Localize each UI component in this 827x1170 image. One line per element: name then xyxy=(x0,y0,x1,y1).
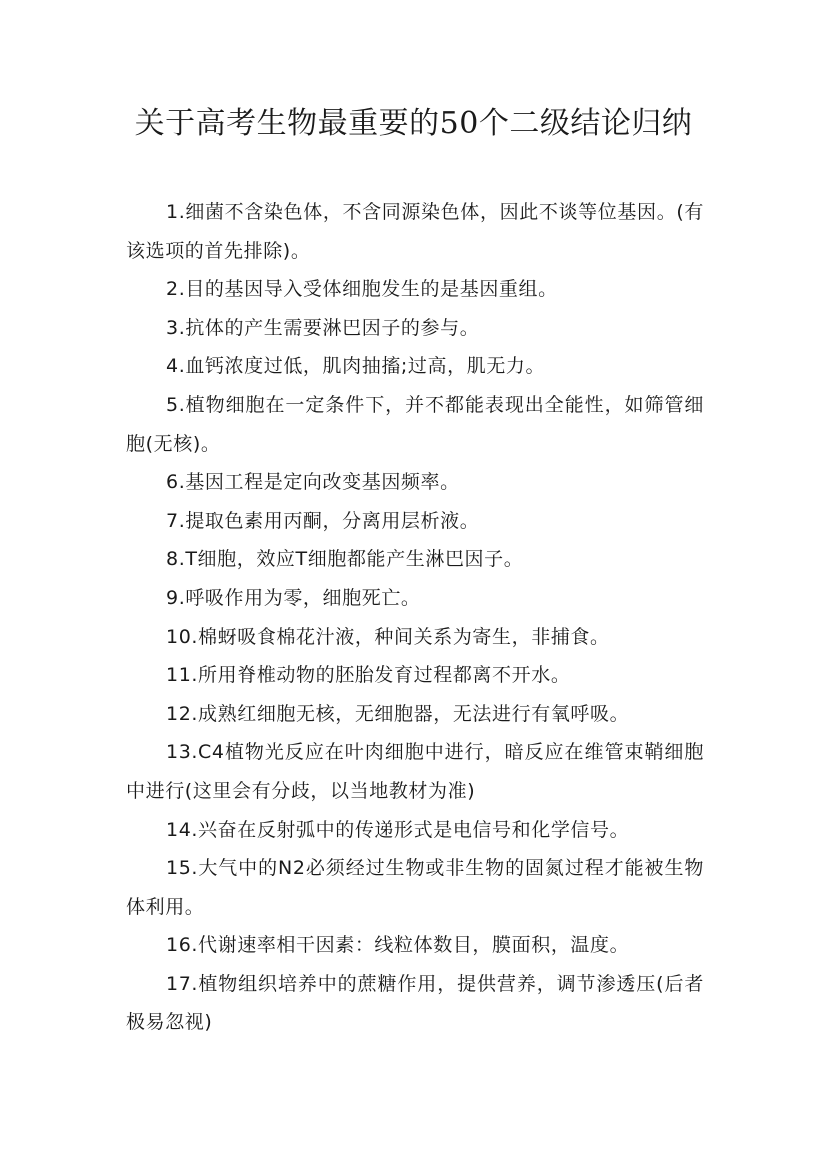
list-item: 9.呼吸作用为零，细胞死亡。 xyxy=(166,586,421,609)
list-item: 2.目的基因导入受体细胞发生的是基因重组。 xyxy=(166,278,558,301)
list-item: 8.T细胞，效应T细胞都能产生淋巴因子。 xyxy=(166,548,524,571)
list-item: 4.血钙浓度过低，肌肉抽搐;过高，肌无力。 xyxy=(166,355,546,378)
list-item: 5.植物细胞在一定条件下，并不都能表现出全能性，如筛管细胞(无核)。 xyxy=(126,393,704,455)
list-item: 16.代谢速率相干因素：线粒体数目，膜面积，温度。 xyxy=(166,934,630,957)
list-item: 12.成熟红细胞无核，无细胞器，无法进行有氧呼吸。 xyxy=(166,702,630,725)
document-body xyxy=(126,193,704,1042)
list-item: 10.棉蚜吸食棉花汁液，种间关系为寄生，非捕食。 xyxy=(166,625,610,648)
list-item: 6.基因工程是定向改变基因频率。 xyxy=(166,471,460,494)
list-item: 11.所用脊椎动物的胚胎发育过程都离不开水。 xyxy=(166,664,571,687)
list-item: 15.大气中的N2必须经过生物或非生物的固氮过程才能被生物体利用。 xyxy=(126,857,704,918)
list-item: 17.植物组织培养中的蔗糖作用，提供营养，调节渗透压(后者极易忽视) xyxy=(126,972,704,1034)
list-item: 3.抗体的产生需要淋巴因子的参与。 xyxy=(166,316,480,339)
list-item: 7.提取色素用丙酮，分离用层析液。 xyxy=(166,509,480,532)
document-title: 关于高考生物最重要的50个二级结论归纳 xyxy=(134,106,693,141)
list-item: 13.C4植物光反应在叶肉细胞中进行，暗反应在维管束鞘细胞中进行(这里会有分歧，以当地教材为准) xyxy=(126,741,704,802)
list-item: 1.细菌不含染色体，不含同源染色体，因此不谈等位基因。(有该选项的首先排除)。 xyxy=(126,201,704,262)
list-item: 14.兴奋在反射弧中的传递形式是电信号和化学信号。 xyxy=(166,818,630,841)
